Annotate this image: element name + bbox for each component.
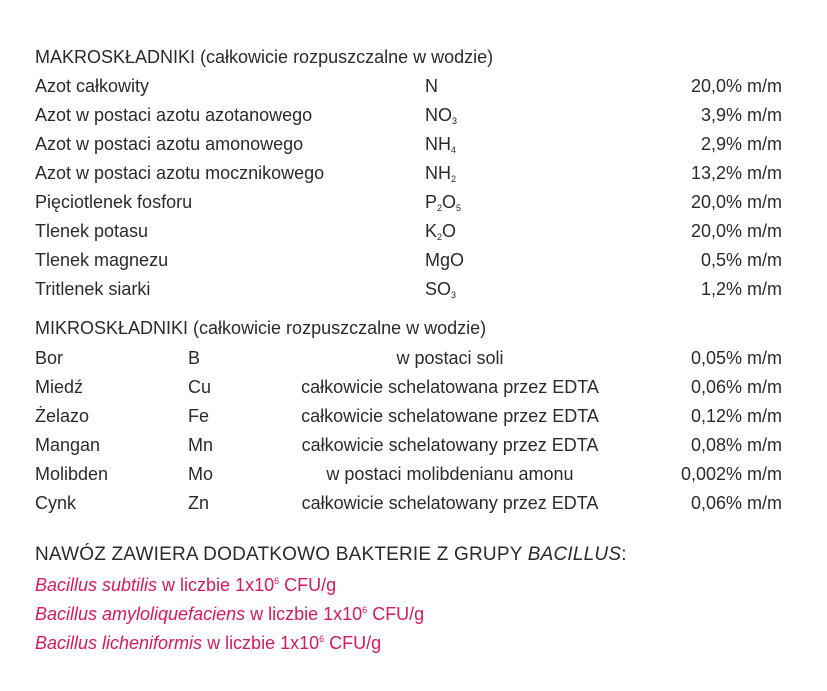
macro-row [0, 247, 827, 273]
bacteria-species: Bacillus licheniformis [35, 633, 203, 653]
macro-row [0, 189, 827, 215]
macro-row [0, 218, 827, 244]
micro-form: całkowicie schelatowane przez EDTA [301, 406, 599, 426]
micro-value: 0,05% m/m [690, 348, 782, 368]
bacteria-unit: CFU/g [324, 633, 382, 653]
micro-symbol: Zn [188, 493, 210, 513]
macro-formula: $SO_3$ [425, 279, 457, 300]
micro-form: w postaci molibdenianu amonu [326, 464, 574, 484]
bacteria-heading-prefix: NAWÓZ ZAWIERA DODATKOWO BAKTERIE Z GRUPY [35, 544, 528, 565]
micro-value: 0,12% m/m [690, 406, 782, 426]
micro-name: Bor [35, 348, 64, 368]
bacteria-item [35, 572, 336, 598]
macro-value: 3,9% m/m [700, 105, 782, 125]
macro-name: Azot w postaci azotu amonowego [35, 134, 304, 154]
micro-form: całkowicie schelatowany przez EDTA [301, 435, 599, 455]
bacteria-item [35, 601, 424, 627]
micro-form: całkowicie schelatowany przez EDTA [301, 493, 599, 513]
macro-row [0, 102, 827, 128]
micro-row [0, 374, 827, 400]
micro-value: 0,002% m/m [680, 464, 782, 484]
macro-value: 13,2% m/m [690, 163, 782, 183]
macro-name: Pięciotlenek fosforu [35, 192, 193, 212]
bacteria-exponent: 6 [274, 576, 280, 586]
macro-value: 20,0% m/m [690, 221, 782, 241]
micro-symbol: Mo [188, 464, 214, 484]
macro-formula: $P_2O_5$ [425, 192, 462, 213]
macro-formula: $NH_4$ [425, 134, 457, 155]
bacteria-heading [35, 542, 627, 568]
micro-symbol: Cu [188, 377, 212, 397]
bacteria-exponent: 6 [362, 605, 368, 615]
macro-name: Azot całkowity [35, 76, 150, 96]
micro-symbol: Fe [188, 406, 210, 426]
macro-value: 20,0% m/m [690, 192, 782, 212]
micro-name: Mangan [35, 435, 101, 455]
bacteria-heading-genus: BACILLUS [527, 544, 622, 565]
macro-formula: $NH_2$ [425, 163, 457, 184]
macro-heading: MAKROSKŁADNIKI (całkowicie rozpuszczalne w wodzie) [35, 47, 494, 67]
micro-name: Cynk [35, 493, 77, 513]
micro-value: 0,06% m/m [690, 493, 782, 513]
bacteria-heading-suffix: : [621, 544, 627, 565]
micro-symbol: B [188, 348, 201, 368]
bacteria-species: Bacillus amyloliquefaciens [35, 604, 246, 624]
bacteria-count: w liczbie 1x10 [157, 575, 275, 595]
macro-name: Azot w postaci azotu mocznikowego [35, 163, 325, 183]
micro-row [0, 461, 827, 487]
macro-name: Tlenek magnezu [35, 250, 169, 270]
macro-formula: MgO [425, 250, 465, 270]
bacteria-unit: CFU/g [367, 604, 425, 624]
macro-name: Tritlenek siarki [35, 279, 151, 299]
bacteria-item [35, 630, 381, 656]
macro-value: 1,2% m/m [700, 279, 782, 299]
micro-form: całkowicie schelatowana przez EDTA [301, 377, 599, 397]
bacteria-count: w liczbie 1x10 [245, 604, 363, 624]
micro-form: w postaci soli [396, 348, 504, 368]
micro-row [0, 490, 827, 516]
macro-formula: $NO_3$ [425, 105, 458, 126]
bacteria-exponent: 6 [319, 634, 325, 644]
macro-value: 2,9% m/m [700, 134, 782, 154]
bacteria-species: Bacillus subtilis [35, 575, 158, 595]
micro-row [0, 432, 827, 458]
macro-name: Tlenek potasu [35, 221, 149, 241]
macro-value: 0,5% m/m [700, 250, 782, 270]
macro-row [0, 160, 827, 186]
macro-formula: $K_2O$ [425, 221, 457, 242]
micro-row [0, 345, 827, 371]
micro-value: 0,08% m/m [690, 435, 782, 455]
micro-value: 0,06% m/m [690, 377, 782, 397]
macro-row [0, 276, 827, 302]
bacteria-count: w liczbie 1x10 [202, 633, 320, 653]
macro-formula: N [425, 76, 438, 96]
micro-heading: MIKROSKŁADNIKI (całkowicie rozpuszczalne w wodzie) [35, 318, 487, 338]
macro-value: 20,0% m/m [690, 76, 782, 96]
macro-row [0, 131, 827, 157]
micro-name: Miedź [35, 377, 84, 397]
bacteria-unit: CFU/g [279, 575, 337, 595]
micro-name: Molibden [35, 464, 109, 484]
micro-row [0, 403, 827, 429]
macro-name: Azot w postaci azotu azotanowego [35, 105, 313, 125]
macro-row [0, 73, 827, 99]
micro-symbol: Mn [188, 435, 214, 455]
micro-name: Żelazo [35, 406, 90, 426]
